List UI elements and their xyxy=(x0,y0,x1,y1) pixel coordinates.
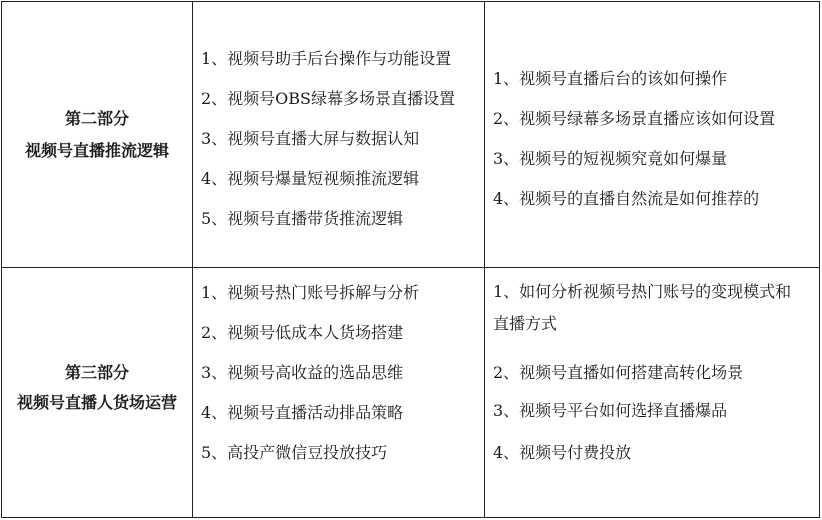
question-item: 4、视频号付费投放 xyxy=(493,443,632,462)
question-item: 3、视频号的短视频究竟如何爆量 xyxy=(493,149,728,168)
section-cell xyxy=(2,268,193,518)
topic-item: 2、视频号OBS绿幕多场景直播设置 xyxy=(201,89,456,108)
topic-item: 1、视频号热门账号拆解与分析 xyxy=(201,283,420,302)
topic-item: 3、视频号直播大屏与数据认知 xyxy=(201,129,420,148)
question-item: 2、视频号绿幕多场景直播应该如何设置 xyxy=(493,109,776,128)
topic-item: 4、视频号直播活动排品策略 xyxy=(201,403,404,422)
topic-item: 5、视频号直播带货推流逻辑 xyxy=(201,209,404,228)
topic-item: 2、视频号低成本人货场搭建 xyxy=(201,323,404,342)
topic-item: 4、视频号爆量短视频推流逻辑 xyxy=(201,169,420,188)
questions-cell xyxy=(485,268,820,518)
question-item: 4、视频号的直播自然流是如何推荐的 xyxy=(493,189,760,208)
section-title: 视频号直播人货场运营 xyxy=(16,392,177,412)
topic-item: 1、视频号助手后台操作与功能设置 xyxy=(201,49,452,68)
topic-item: 3、视频号高收益的选品思维 xyxy=(201,363,404,382)
topic-item: 5、高投产微信豆投放技巧 xyxy=(201,443,388,462)
topics-cell xyxy=(193,268,485,518)
section-cell xyxy=(2,2,193,268)
course-outline-table xyxy=(1,1,820,518)
questions-cell xyxy=(485,2,820,268)
section-label: 第二部分 xyxy=(64,108,129,128)
table-row xyxy=(2,2,820,268)
table-row xyxy=(2,268,820,518)
section-label: 第三部分 xyxy=(64,362,129,382)
question-item: 2、视频号直播如何搭建高转化场景 xyxy=(493,363,744,382)
question-item: 1、视频号直播后台的该如何操作 xyxy=(493,69,728,88)
question-item: 1、如何分析视频号热门账号的变现模式和 直播方式 xyxy=(493,282,792,333)
section-title: 视频号直播推流逻辑 xyxy=(24,140,169,160)
topics-cell xyxy=(193,2,485,268)
question-item: 3、视频号平台如何选择直播爆品 xyxy=(493,401,728,420)
